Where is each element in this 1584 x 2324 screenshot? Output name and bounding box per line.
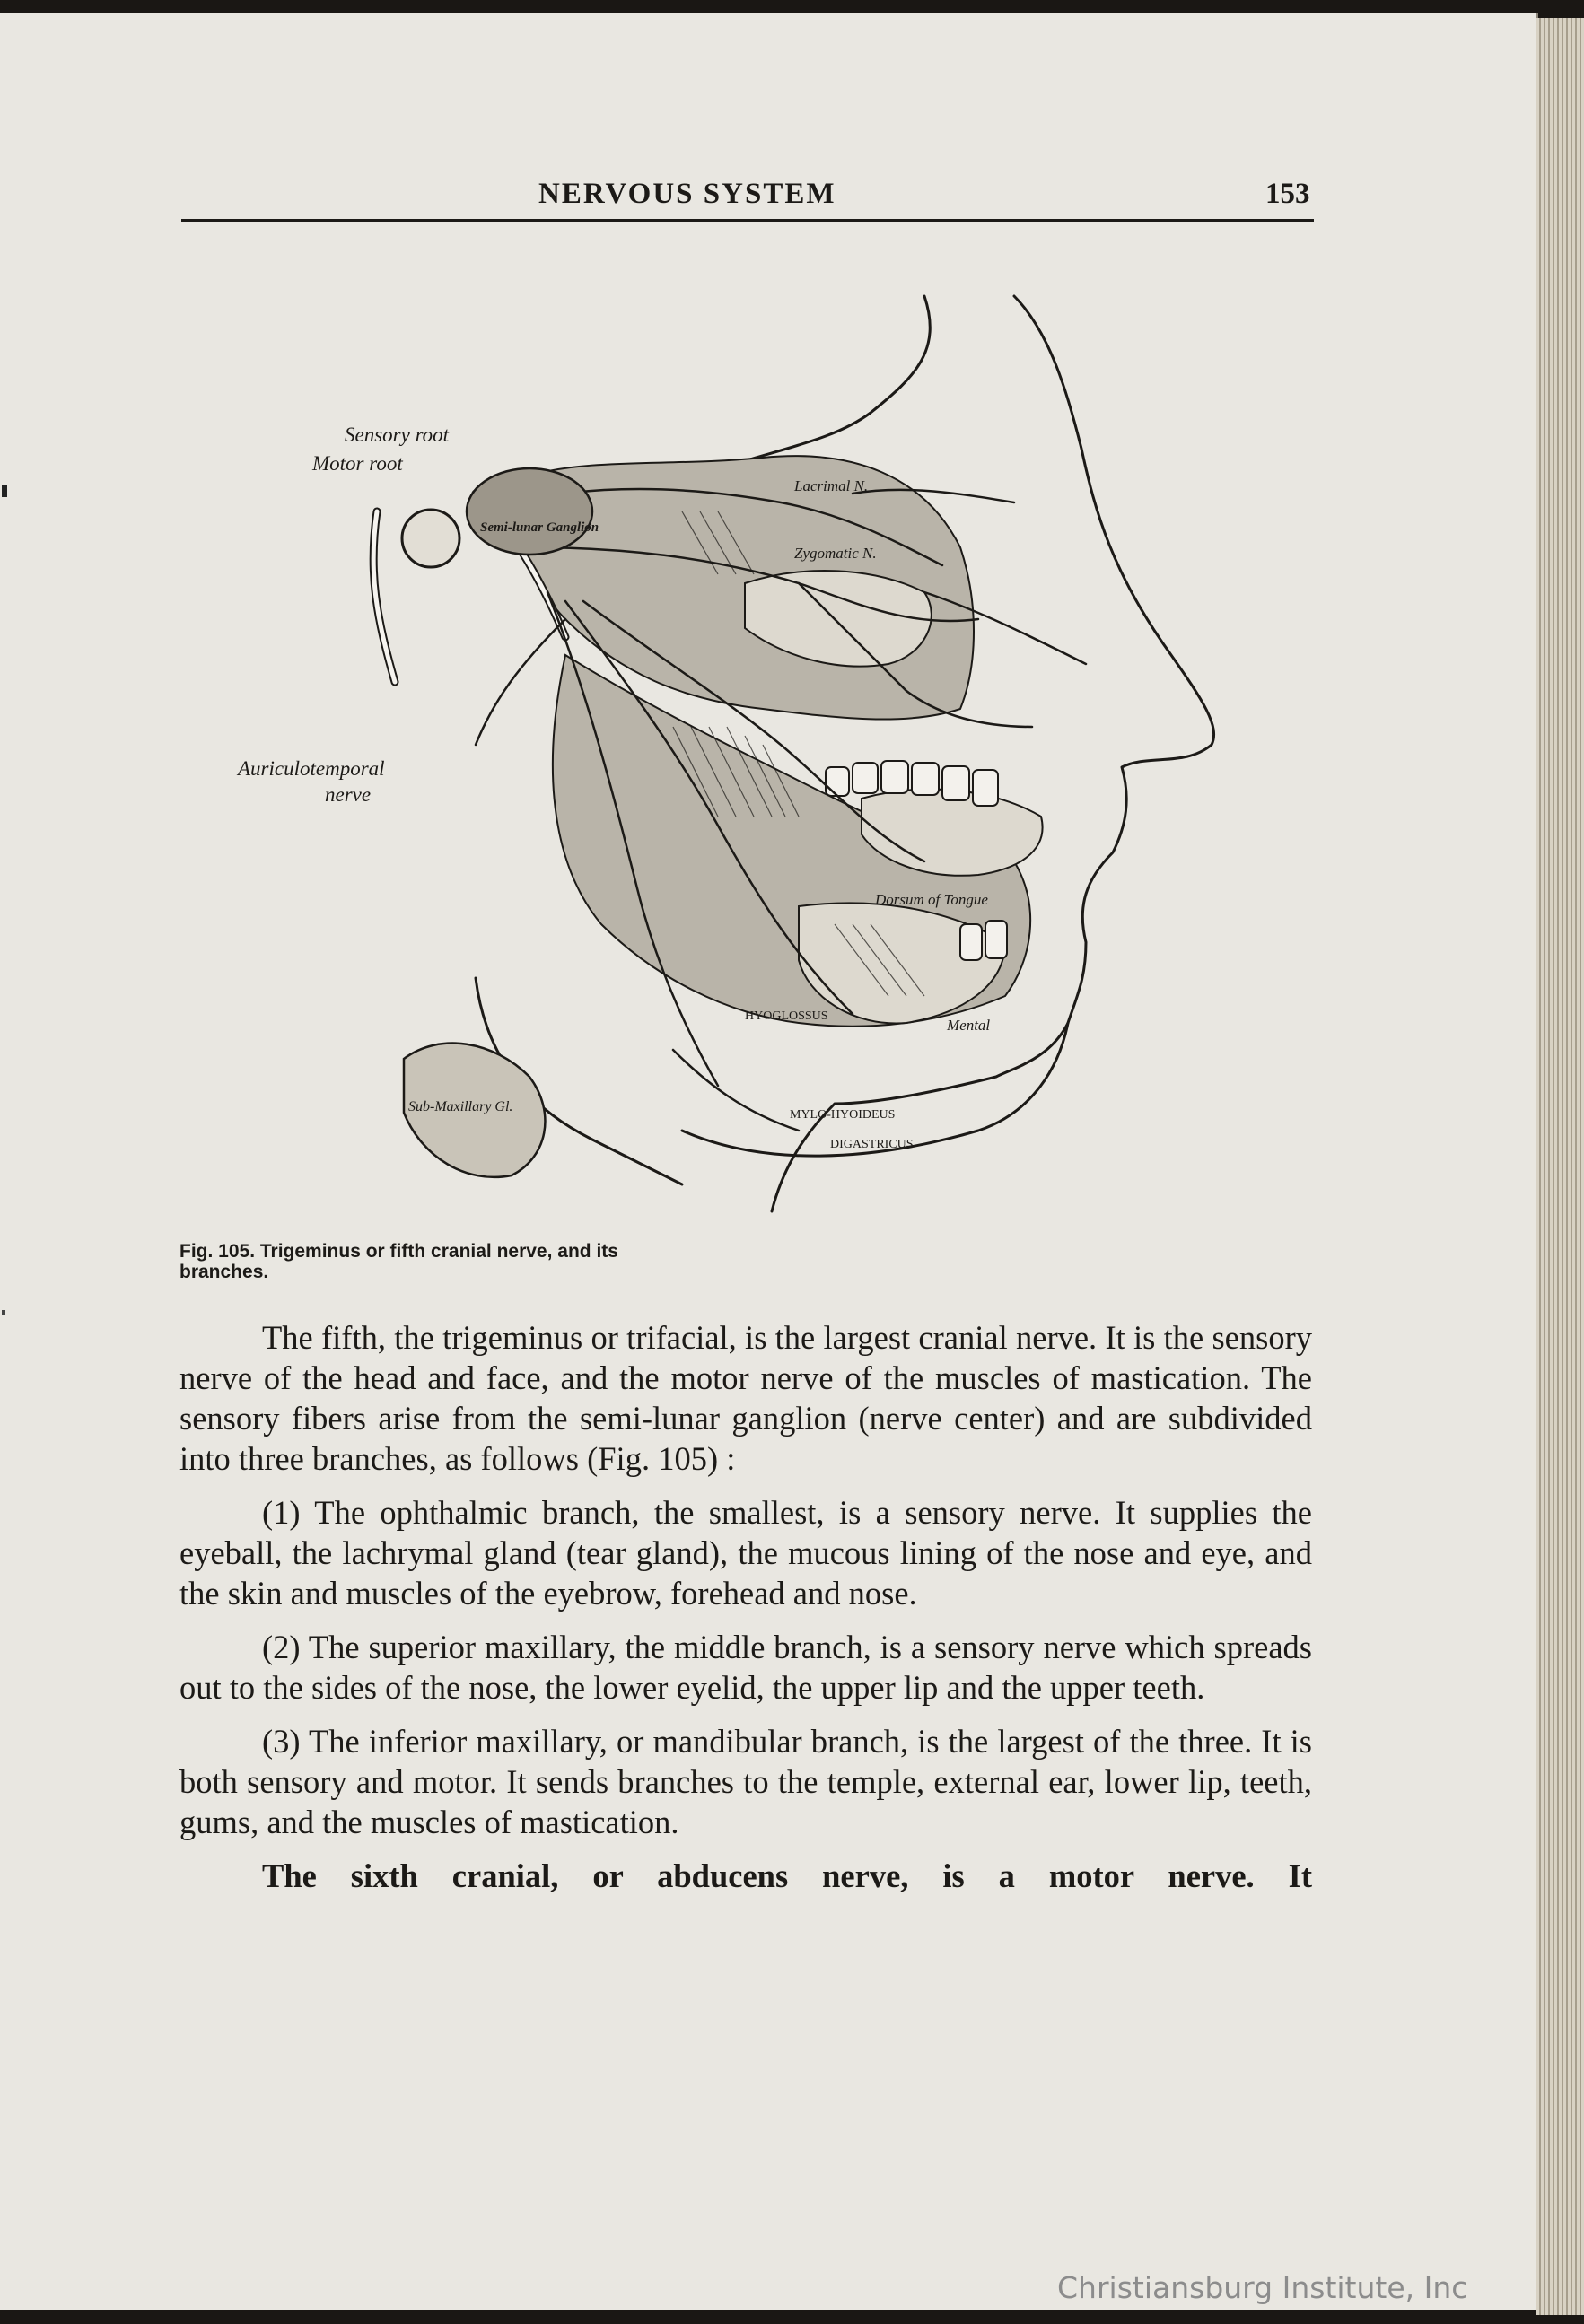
figure-trigeminal-nerve bbox=[238, 278, 1247, 1283]
binding-marks bbox=[0, 0, 36, 2324]
paragraph-inferior-maxillary: (3) The inferior maxillary, or mandibular branch, is the largest of the three. It is both sensory and motor. It sends branches to the temple, external ear, lower lip, teeth, gums, and the muscles of mastication. bbox=[179, 1723, 1312, 1840]
watermark: Christiansburg Institute, Inc bbox=[1057, 2270, 1468, 2305]
label-sub-maxillary: Sub-Maxillary Gl. bbox=[408, 1099, 513, 1114]
label-semilunar-ganglion: Semi-lunar Ganglion bbox=[480, 520, 599, 535]
running-header-title: NERVOUS SYSTEM bbox=[538, 178, 836, 210]
body-text bbox=[179, 1317, 1312, 1909]
label-auriculotemporal: Auriculotemporal bbox=[238, 757, 385, 780]
paragraph-superior-maxillary: (2) The superior maxillary, the middle branch, is a sensory nerve which spreads out to the sides of the nose, the lower eyelid, the upper lip and the upper teeth. bbox=[179, 1629, 1312, 1706]
header-rule bbox=[181, 219, 1314, 222]
label-motor-root: Motor root bbox=[312, 452, 403, 475]
label-auriculotemporal-nerve: nerve bbox=[325, 783, 372, 806]
label-mylo-hyoideus: MYLO-HYOIDEUS bbox=[790, 1108, 896, 1122]
label-hyoglossus: HYOGLOSSUS bbox=[745, 1009, 828, 1023]
label-lacrimal-nerve: Lacrimal N. bbox=[794, 477, 869, 494]
paragraph-abducens-nerve: The sixth cranial, or abducens nerve, is a motor nerve. It bbox=[262, 1857, 1312, 1894]
page-number: 153 bbox=[1265, 178, 1310, 210]
label-mental: Mental bbox=[947, 1017, 991, 1034]
figure-caption: Fig. 105. Trigeminus or fifth cranial nerve, and its branches. bbox=[179, 1241, 618, 1282]
page-stack-edge bbox=[1536, 18, 1584, 2315]
paragraph-ophthalmic-branch: (1) The ophthalmic branch, the smallest, is a sensory nerve. It supplies the eyeball, the lachrymal gland (tear gland), the mucous lining of the nose and eye, and the skin and muscles of the eyebrow, forehead and nose. bbox=[179, 1494, 1312, 1612]
label-zygomatic-nerve: Zygomatic N. bbox=[794, 545, 877, 562]
paragraph-trigeminus-intro: The fifth, the trigeminus or trifacial, is the largest cranial nerve. It is the sensory nerve of the head and face, and the motor nerve of the muscles of mastication. The sensory fibers arise from the semi-lunar ganglion (nerve center) and are subdivided into three branches, as follows (Fig. 105) : bbox=[179, 1319, 1312, 1477]
label-sensory-root: Sensory root bbox=[345, 424, 450, 446]
label-dorsum-tongue: Dorsum of Tongue bbox=[875, 891, 988, 908]
label-digastricus: DIGASTRICUS bbox=[830, 1138, 914, 1151]
